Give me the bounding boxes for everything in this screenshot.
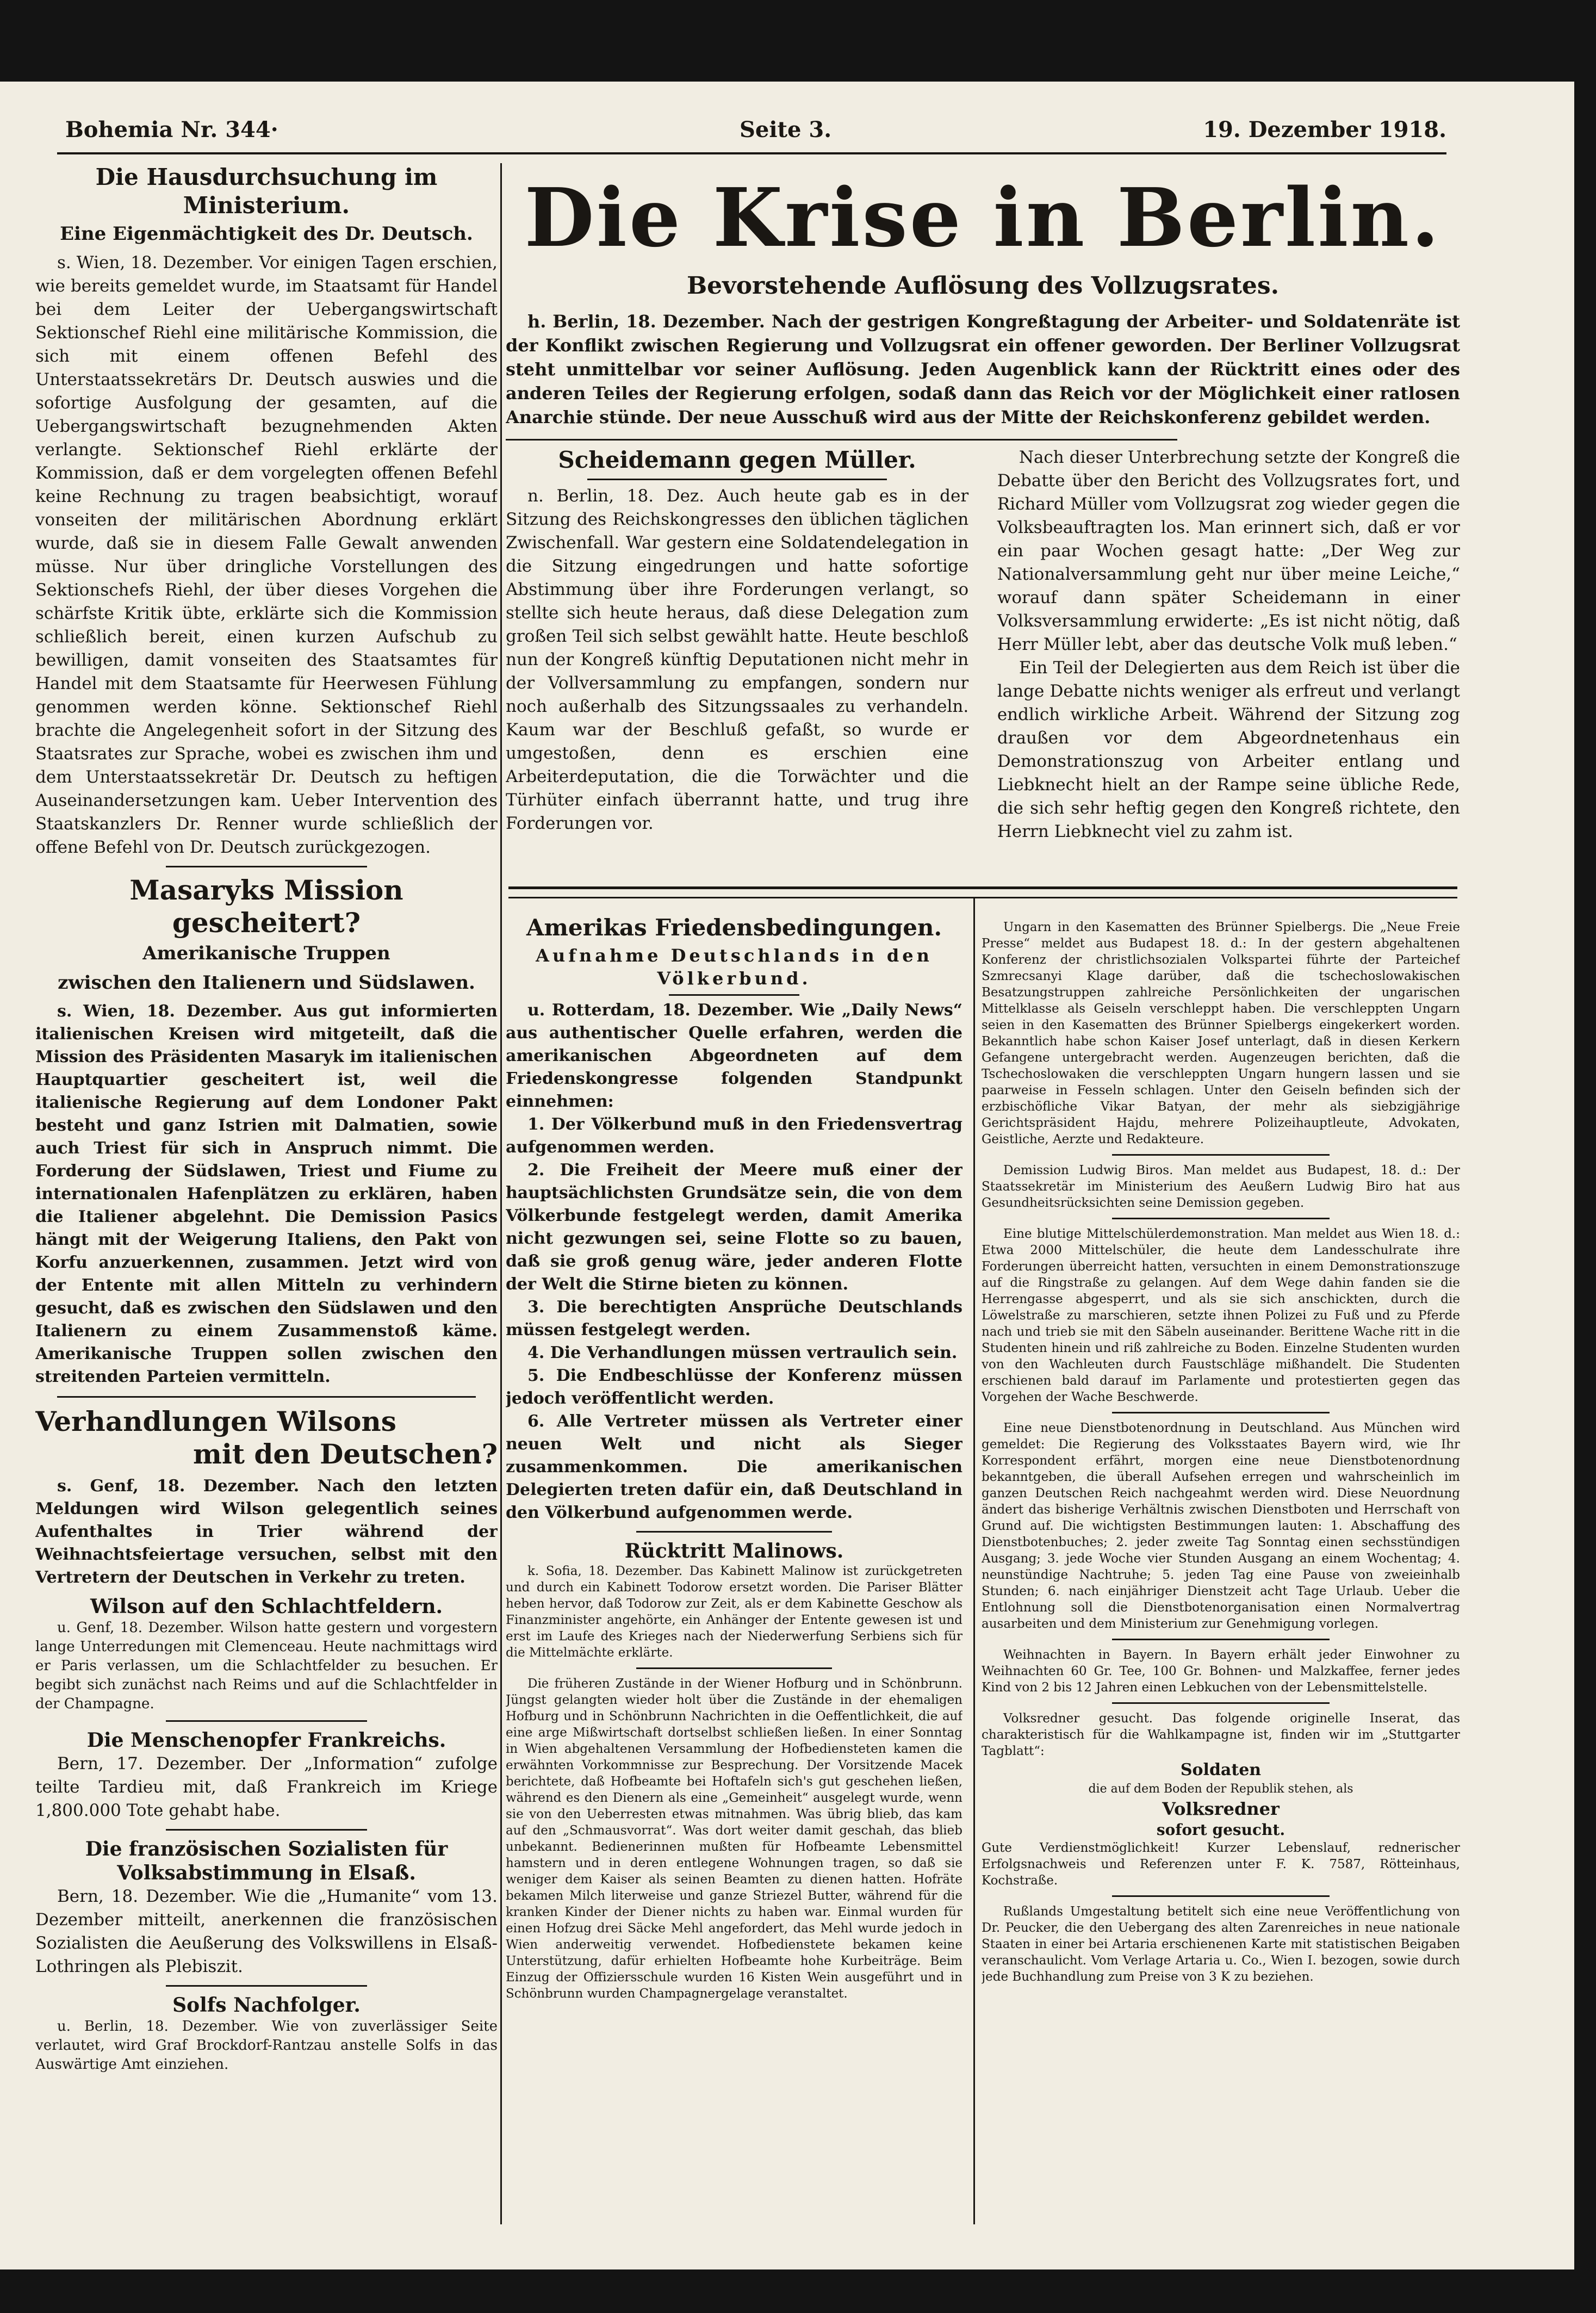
issue-date: 19. Dezember 1918. xyxy=(1203,117,1446,142)
article-body: Nach dieser Unterbrechung setzte der Kongreß die Debatte über den Bericht des Vollzugsrates fort, und Richard Müller vom Vollzugsrat zog wieder gegen die Volksbeauftragten los. Man erinnert sich, daß er vor ein paar Wochen gesagt hatte: „Der Weg zur Nationalversammlung geht nur über meine Leiche,“ worauf dann später Scheidemann in einer Volksversammlung erwiderte: „Es ist nicht nötig, daß Herr Müller lebt, aber das deutsche Volk muß leben.“ xyxy=(997,448,1460,654)
article-body: u. Genf, 18. Dezember. Wilson hatte gestern und vorgestern lange Unterredungen mit Clemenceau. Heute nachmittags wird er Paris verlassen, um die Schlachtfelder zu besuchen. Er begibt sich zunächst nach Reims und auf die Schlachtfelder in der Champagne. xyxy=(35,1620,498,1712)
divider xyxy=(1112,1412,1330,1413)
divider xyxy=(1112,1639,1330,1640)
article-body: u. Berlin, 18. Dezember. Wie von zuverlässiger Seite verlautet, wird Graf Brockdorf-Rantzau anstelle Solfs in das Auswärtige Amt einziehen. xyxy=(35,2018,498,2073)
article-title-scheidemann: Scheidemann gegen Müller. xyxy=(558,447,916,473)
divider xyxy=(57,1396,476,1398)
ad-line: Volksredner xyxy=(1162,1799,1280,1819)
article-body: s. Genf, 18. Dezember. Nach den letzten Meldungen wird Wilson gelegentlich seines Aufenthaltes in Trier während der Weihnachtsfeiertage versuchen, selbst mit den Vertretern der Deutschen in Verkehr zu treten. xyxy=(35,1477,498,1587)
article-title-hausdurchsuchung: Die Hausdurchsuchung im Ministerium. xyxy=(95,164,438,219)
column-divider xyxy=(500,163,502,2224)
article-body: Rußlands Umgestaltung betitelt sich eine neue Veröffentlichung von Dr. Peucker, die den Uebergang des alten Zarenreiches in neue nationale Staaten in einer bei Artaria erschienenen Karte mit statistischen Beigaben veranschaulicht. Vom Verlage Artaria u. Co., Wien I. bezogen, sowie durch jede Buchhandlung zum Preise von 3 K zu beziehen. xyxy=(982,1905,1460,1984)
divider xyxy=(636,1667,832,1669)
list-item: 5. Die Endbeschlüsse der Konferenz müssen jedoch veröffentlicht werden. xyxy=(506,1366,962,1408)
article-body: Bern, 17. Dezember. Der „Information“ zufolge teilte Tardieu mit, daß Frankreich im Kriege 1,800.000 Tote gehabt habe. xyxy=(35,1754,498,1820)
article-title-wilson-2: mit den Deutschen? xyxy=(193,1438,498,1470)
list-item: 2. Die Freiheit der Meere muß einer der hauptsächlichsten Grundsätze sein, die von dem Völkerbunde festgelegt werden, damit Amerika nicht gezwungen sei, seine Flotte so zu bauen, daß sie groß genug wäre, jeder anderen Flotte der Welt die Stirne bieten zu können. xyxy=(506,1161,962,1294)
scan-border-bottom xyxy=(0,2269,1596,2313)
divider xyxy=(166,1829,367,1831)
divider xyxy=(1112,1218,1330,1219)
column-left xyxy=(35,163,498,2224)
list-item: 3. Die berechtigten Ansprüche Deutschlands müssen festgelegt werden. xyxy=(506,1298,962,1340)
article-body: k. Sofia, 18. Dezember. Das Kabinett Malinow ist zurückgetreten und durch ein Kabinett Todorow ersetzt worden. Die Pariser Blätter heben hervor, daß Todorow zur Zeit, als er dem Kabinette Geschow als Finanzminister angehörte, ein Anhänger der Entente gewesen ist und erst im Laufe des Krieges nach der Niederwerfung Serbiens sich für die Mittelmächte erklärte. xyxy=(506,1564,962,1660)
header-rule xyxy=(57,152,1446,154)
divider xyxy=(1112,1702,1330,1704)
divider xyxy=(669,994,799,996)
list-item: 6. Alle Vertreter müssen als Vertreter einer neuen Welt und nicht als Sieger zusammenkommen. Die amerikanischen Delegierten treten dafür ein, daß Deutschland in den Völkerbund aufgenommen werde. xyxy=(506,1412,962,1522)
article-body: Demission Ludwig Biros. Man meldet aus Budapest, 18. d.: Der Staatssekretär im Ministerium des Aeußern Ludwig Biro hat aus Gesundheitsrücksichten seine Demission gegeben. xyxy=(982,1163,1460,1210)
article-body: Bern, 18. Dezember. Wie die „Humanite“ vom 13. Dezember mitteilt, anerkennen die französischen Sozialisten die Aeußerung des Volkswillens in Elsaß-Lothringen als Plebiszit. xyxy=(35,1887,498,1976)
headline-subtitle: Bevorstehende Auflösung des Vollzugsrates. xyxy=(686,272,1280,300)
lead-story xyxy=(506,163,1460,886)
divider xyxy=(587,479,887,480)
divider xyxy=(506,439,1177,441)
article-subtitle: Amerikanische Truppen xyxy=(142,942,390,964)
divider xyxy=(166,866,367,867)
article-title-wilson: Verhandlungen Wilsons xyxy=(35,1405,396,1437)
divider xyxy=(1112,1154,1330,1156)
article-body: s. Wien, 18. Dezember. Aus gut informierten italienischen Kreisen wird mitgeteilt, daß die Mission des Präsidenten Masaryk im italienischen Hauptquartier gescheitert ist, weil die italienische Regierung auf dem Londoner Pakt besteht und ganz Istrien mit Dalmatien, sowie auch Triest für sich in Anspruch nimmt. Die Forderung der Südslawen, Triest und Fiume zu internationalen Hafenplätzen zu erklären, haben die Italiener abgelehnt. Die Demission Pasics hängt mit der Weigerung Italiens, den Pakt von Korfu anzuerkennen, zusammen. Jetzt wird von der Entente mit allen Mitteln zu verhindern gesucht, daß es zwischen den Südslawen und den Italienern zu einem Zusammenstoß käme. Amerikanische Truppen sollen zwischen den streitenden Parteien vermitteln. xyxy=(35,1002,498,1386)
ad-line: Gute Verdienstmöglichkeit! Kurzer Lebenslauf, rednerischer Erfolgsnachweis und Referenzen unter F. K. 7587, Rötteinhaus, Kochstraße. xyxy=(982,1841,1460,1888)
article-body: Ein Teil der Delegierten aus dem Reich ist über die lange Debatte nichts weniger als erfreut und verlangt endlich wirkliche Arbeit. Während der Sitzung zog draußen vor dem Abgeordnetenhaus ein Demonstrationszug von Arbeiter entlang und Liebknecht hielt an der Rampe seine übliche Rede, die sich sehr heftig gegen den Kongreß richtete, den Herrn Liebknecht viel zu zahm ist. xyxy=(997,658,1460,841)
ad-line: Soldaten xyxy=(1180,1760,1262,1779)
article-subtitle: Aufnahme Deutschlands in den Völkerbund. xyxy=(536,945,933,989)
column-divider xyxy=(973,897,975,2224)
article-body: Die früheren Zustände in der Wiener Hofburg und in Schönbrunn. Jüngst gelangten wieder holt über die Zustände in der ehemaligen Hofburg und in Schönbrunn Nachrichten in die Oeffentlichkeit, die auf eine arge Mißwirtschaft dortselbst schließen ließen. In einer Sonntag in Wien abgehaltenen Versammlung der Hofbediensteten kamen die erwähnten Vorkommnisse zur Besprechung. Der Vorsitzende Macek berichtete, daß Hofbeamte bei Hoftafeln sich's gut geschehen ließen, während es den Dienern als eine „Gemeinheit“ ausgelegt wurde, wenn sie von den Ueberresten etwas mitnahmen. Was übrig blieb, das kam auf den „Schmausvorrat“. Was dort weiter damit geschah, das blieb unbekannt. Bedienerinnen mußten für Hofbeamte Lebensmittel hamstern und in deren entlegene Wohnungen tragen, so daß sie weniger dem Kaiser als seinen Beamten zu dienen hatten. Hofräte bekamen Milch literweise und ganze Striezel Butter, während für die kranken Kinder der Diener nichts zu haben war. Einmal wurden für einen Hofzug drei Säcke Mehl angefordert, das Mehl wurde jedoch in Wien anderweitig verwendet. Hofbedienstete bekamen keine Unterstützung, dafür erhielten Hofbeamte hohe Kurbeiträge. Beim Einzug der Offiziersschule wurden 16 Kisten Wein ausgeführt und in Schönbrunn wurden Champagnergelage veranstaltet. xyxy=(506,1677,962,2001)
scan-border-right xyxy=(1574,0,1596,2313)
scan-border-top xyxy=(0,0,1596,82)
scheidemann-article xyxy=(506,446,1460,844)
article-title-malinow: Rücktritt Malinows. xyxy=(624,1540,844,1562)
article-body: Weihnachten in Bayern. In Bayern erhält jeder Einwohner zu Weihnachten 60 Gr. Tee, 100 Gr. Bohnen- und Malzkaffee, ferner jedes Kind von 2 bis 12 Jahren einen Lebkuchen von der Lebensmittelstelle. xyxy=(982,1648,1460,1695)
article-subtitle: Eine Eigenmächtigkeit des Dr. Deutsch. xyxy=(60,223,473,245)
issue-number: Bohemia Nr. 344· xyxy=(65,117,278,142)
article-body: n. Berlin, 18. Dez. Auch heute gab es in der Sitzung des Reichskongresses den üblichen täglichen Zwischenfall. War gestern eine Soldatendelegation in die Sitzung eingedrungen und hatte sofortige Abstimmung über ihre Forderungen verlangt, so stellte sich heute heraus, daß diese Delegation zum großen Teil sich selbst gewählt hatte. Heute beschloß nun der Kongreß künftig Deputationen nicht mehr in der Vollversammlung zu empfangen, sondern nur noch außerhalb des Sitzungssaales zu verhandeln. Kaum war der Beschluß gefaßt, so wurde er umgestoßen, denn es erschien eine Arbeiterdeputation, die die Torwächter und die Türhüter einfach überrannt hatte, und trug ihre Forderungen vor. xyxy=(506,486,969,833)
article-title-sozialisten: Die französischen Sozialisten für Volksabstimmung in Elsaß. xyxy=(85,1838,448,1884)
article-title-solf: Solfs Nachfolger. xyxy=(172,1994,361,2017)
list-item: 4. Die Verhandlungen müssen vertraulich sein. xyxy=(527,1343,958,1362)
article-body: u. Rotterdam, 18. Dezember. Wie „Daily News“ aus authentischer Quelle erfahren, werden die amerikanischen Abgeordneten auf dem Friedenskongresse folgenden Standpunkt einnehmen: xyxy=(506,1001,962,1111)
page-number: Seite 3. xyxy=(740,117,832,142)
article-body: s. Wien, 18. Dezember. Vor einigen Tagen erschien, wie bereits gemeldet wurde, im Staatsamt für Handel bei dem Leiter der Uebergangswirtschaft Sektionschef Riehl eine militärische Kommission, die sich mit einem offenen Befehl des Unterstaatssekretärs Dr. Deutsch auswies und die sofortige Ausfolgung der gesamten, auf die Uebergangswirtschaft bezugnehmenden Akten verlangte. Sektionschef Riehl erklärte der Kommission, daß er dem vorgelegten offenen Befehl keine Rechnung zu tragen beabsichtigt, worauf vonseiten der militärischen Abordnung erklärt wurde, daß sie in diesem Falle Gewalt anwenden müsse. Nur über dringliche Vorstellungen des Sektionschefs Riehl, der über dieses Vorgehen die schärfste Kritik übte, erklärte sich die Kommission schließlich bereit, einen kurzen Aufschub zu bewilligen, damit vonseiten des Staatsamtes für Handel mit dem Staatsamte für Heerwesen Fühlung genommen werden könne. Sektionschef Riehl brachte die Angelegenheit sofort in der Sitzung des Staatsrates zur Sprache, wobei es zwischen ihm und dem Unterstaatssekretär Dr. Deutsch zu heftigen Auseinandersetzungen kam. Ueber Intervention des Staatskanzlers Dr. Renner wurde schließlich der offene Befehl von Dr. Deutsch zurückgezogen. xyxy=(35,253,498,857)
lead-paragraph: h. Berlin, 18. Dezember. Nach der gestrigen Kongreßtagung der Arbeiter- und Soldatenräte ist der Konflikt zwischen Regierung und Vollzugsrat ein offener geworden. Der Berliner Vollzugsrat steht unmittelbar vor seiner Auflösung. Jeden Augenblick kann der Rücktritt eines oder des anderen Teiles der Regierung erfolgen, sodaß dann das Reich vor der Möglichkeit einer ratlosen Anarchie stünde. Der neue Ausschuß wird aus der Mitte der Reichskonferenz gebildet werden. xyxy=(506,311,1460,427)
divider xyxy=(636,1531,832,1533)
divider xyxy=(1112,1895,1330,1897)
ad-line: die auf dem Boden der Republik stehen, als xyxy=(1088,1782,1353,1796)
column-middle xyxy=(506,892,962,2224)
article-body: Eine neue Dienstbotenordnung in Deutschland. Aus München wird gemeldet: Die Regierung des Volksstaates Bayern wird, wie Ihr Korrespondent erfährt, morgen eine neue Dienstbotenordnung bekanntgeben, die überall Aufsehen erregen und wahrscheinlich im ganzen Deutschen Reich nachgeahmt werden wird. Diese Neuordnung ändert das bisherige Verhältnis zwischen Dienstboten und Herrschaft von Grund auf. Die wichtigsten Bestimmungen lauten: 1. Abschaffung des Dienstbotenbuches; 2. jeder zweite Tag Sonntag einen sechsstündigen Ausgang; 3. jede Woche vier Stunden Ausgang an einem Wochentag; 4. neunstündige Nachtruhe; 5. jeden Tag eine Pause von zweieinhalb Stunden; 6. nach einjähriger Dienstzeit acht Tage Urlaub. Ueber die Entlohnung soll die Dienstbotenorganisation einen Normalvertrag ausarbeiten und dem Ministerium zur Genehmigung vorlegen. xyxy=(982,1421,1460,1631)
list-item: 1. Der Völkerbund muß in den Friedensvertrag aufgenommen werden. xyxy=(506,1115,962,1157)
divider xyxy=(166,1985,367,1987)
column-right xyxy=(982,919,1460,2224)
article-body: Ungarn in den Kasematten des Brünner Spielbergs. Die „Neue Freie Presse“ meldet aus Budapest 18. d.: In der gestern abgehaltenen Konferenz der christlichsozialen Volkspartei führte der Parteichef Szmrecsanyi Klage darüber, daß die tschechoslowakischen Besatzungstruppen zahlreiche Persönlichkeiten der ungarischen Mittelklasse als Geiseln verschleppt haben. Die verschleppten Ungarn seien in den Kasematten des Brünner Spielbergs eingekerkert worden. Bekanntlich habe schon Kaiser Josef unterlagt, daß in diesen Kerkern Gefangene untergebracht werden. Augenzeugen berichten, daß die Tschechoslowaken die verschleppten Ungarn hungern lassen und sie paarweise in Fesseln schlagen. Unter den Geiseln befinden sich der erzbischöfliche Vikar Batyan, der mehr als siebzigjährige Gerichtspräsident Hajdu, mehrere Polizeihauptleute, Advokaten, Geistliche, Aerzte und Redakteure. xyxy=(982,920,1460,1146)
article-title-amerika: Amerikas Friedensbedingungen. xyxy=(526,914,942,941)
headline-krise: Die Krise in Berlin. xyxy=(524,170,1442,265)
article-title-schlachtfelder: Wilson auf den Schlachtfeldern. xyxy=(90,1595,443,1618)
article-body: Volksredner gesucht. Das folgende originelle Inserat, das charakteristisch für die Wahlkampagne ist, finden wir im „Stuttgarter Tagblatt“: xyxy=(982,1712,1460,1758)
page-header xyxy=(54,111,1446,150)
divider xyxy=(166,1720,367,1722)
ad-line: sofort gesucht. xyxy=(1156,1821,1286,1839)
article-title-menschenopfer: Die Menschenopfer Frankreichs. xyxy=(86,1729,446,1752)
article-subtitle: zwischen den Italienern und Südslawen. xyxy=(58,972,475,994)
article-body: Eine blutige Mittelschülerdemonstration. Man meldet aus Wien 18. d.: Etwa 2000 Mittelschüler, die heute dem Landesschulrate ihre Forderungen überreicht hatten, versuchten in einem Demonstrationszuge auf die Ringstraße zu gelangen. Auf dem Wege dahin fanden sie die Herrengasse abgesperrt, und als sie sich anschickten, durch die Löwelstraße zu marschieren, setzte ihnen Polizei zu Fuß und zu Pferde nach und trieb sie mit den Säbeln auseinander. Berittene Wache ritt in die Studenten hinein und riß zahlreiche zu Boden. Einzelne Studenten wurden von den Wachleuten durch Faustschläge mißhandelt. Die Studenten erschienen bald darauf im Parlamente und protestierten gegen das Vorgehen der Wache Beschwerde. xyxy=(982,1227,1460,1404)
article-title-masaryk: Masaryks Mission gescheitert? xyxy=(129,874,403,939)
